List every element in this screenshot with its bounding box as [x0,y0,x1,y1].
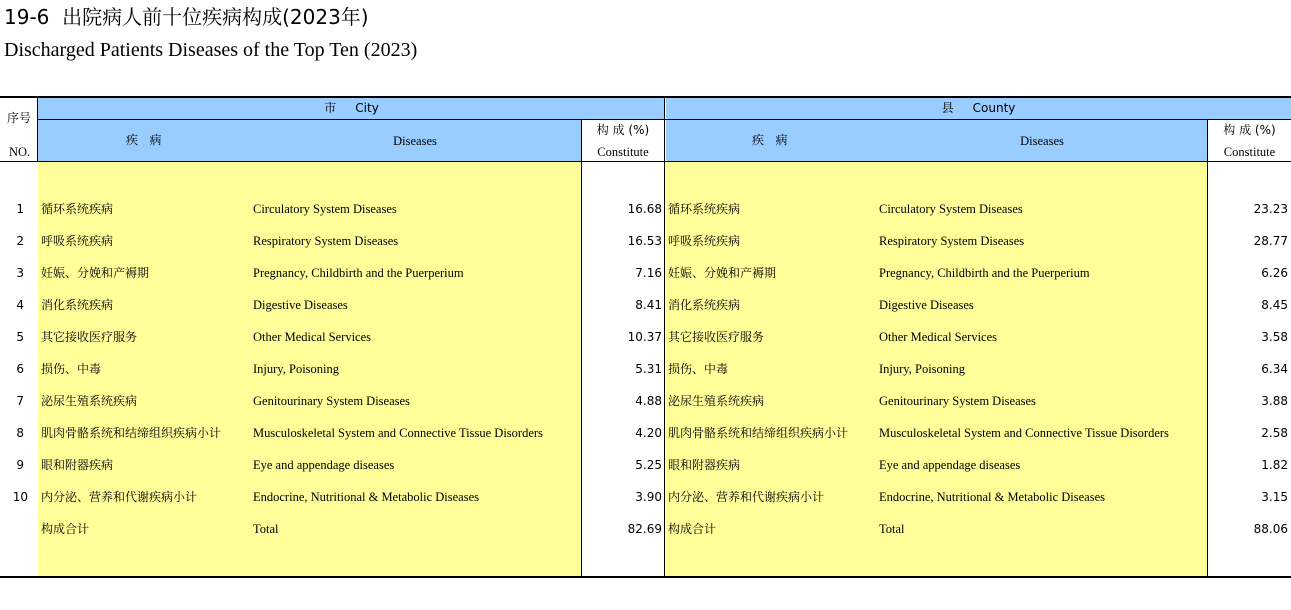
city-disease-cn: 肌肉骨骼系统和结缔组织疾病小计 [41,426,222,440]
county-disease-en-header: Diseases [1020,134,1064,148]
county-disease-cn-header: 疾 病 [752,133,788,147]
city-disease-cn: 内分泌、营养和代谢疾病小计 [41,490,198,504]
city-disease-cn: 其它接收医疗服务 [41,330,138,344]
city-constitute: 4.20 [635,426,662,440]
city-disease-en: Pregnancy, Childbirth and the Puerperium [253,266,464,280]
total-row [0,515,1291,547]
county-header: 县 County [941,101,1016,115]
city-disease-en: Digestive Diseases [253,298,348,312]
city-constitute: 5.25 [635,458,662,472]
city-total-label-cn: 构成合计 [41,522,90,536]
row-no: 3 [16,266,24,280]
city-disease-cn: 妊娠、分娩和产褥期 [41,266,150,280]
county-disease-en: Circulatory System Diseases [879,202,1023,216]
city-constitute: 7.16 [635,266,662,280]
row-no: 6 [16,362,24,376]
city-disease-cn-header: 疾 病 [126,133,162,147]
city-constitute: 10.37 [627,330,662,344]
county-constitute: 6.34 [1261,362,1288,376]
city-disease-cn: 损伤、中毒 [41,362,102,376]
disease-table [0,96,1291,578]
row-no: 9 [16,458,24,472]
city-constitute-cn-header: 构 成 (%) [596,123,650,137]
county-disease-cn: 肌肉骨骼系统和结缔组织疾病小计 [668,426,849,440]
county-disease-en: Endocrine, Nutritional & Metabolic Diseases [879,490,1105,504]
county-disease-cn: 妊娠、分娩和产褥期 [668,266,777,280]
page-title-cn: 19-6 出院病人前十位疾病构成(2023年) [4,5,369,29]
city-disease-cn: 泌尿生殖系统疾病 [41,394,138,408]
county-constitute: 3.88 [1261,394,1288,408]
county-disease-header-bg [666,120,1207,161]
city-disease-en: Injury, Poisoning [253,362,339,376]
county-disease-en: Other Medical Services [879,330,998,344]
county-disease-cn: 呼吸系统疾病 [668,234,741,248]
county-disease-en: Musculoskeletal System and Connective Tissue Disorders [879,426,1169,440]
county-constitute: 1.82 [1261,458,1288,472]
city-disease-header-bg [38,120,581,161]
city-constitute: 3.90 [635,490,662,504]
county-disease-cn: 眼和附器疾病 [668,458,741,472]
table-row [0,483,1291,515]
city-constitute: 16.53 [627,234,662,248]
county-constitute: 28.77 [1253,234,1288,248]
county-constitute-en-header: Constitute [1223,145,1276,159]
county-disease-en: Digestive Diseases [879,298,974,312]
city-constitute: 8.41 [635,298,662,312]
city-disease-en: Eye and appendage diseases [253,458,395,472]
city-total-label-en: Total [253,522,279,536]
table-bottom-rule [0,576,1291,578]
county-constitute: 3.15 [1261,490,1288,504]
table-row [0,387,1291,419]
table-row [0,451,1291,483]
city-constitute: 4.88 [635,394,662,408]
county-disease-cn: 泌尿生殖系统疾病 [668,394,765,408]
table-row [0,259,1291,291]
table-row [0,227,1291,259]
city-constitute: 5.31 [635,362,662,376]
page-title-en: Discharged Patients Diseases of the Top Ten (2023) [4,39,418,61]
row-no: 2 [16,234,24,248]
county-constitute: 2.58 [1261,426,1288,440]
county-disease-cn: 损伤、中毒 [668,362,729,376]
city-disease-en: Musculoskeletal System and Connective Tissue Disorders [253,426,543,440]
row-no: 8 [16,426,24,440]
table-row [0,355,1291,387]
county-disease-cn: 循环系统疾病 [668,202,741,216]
row-no: 5 [16,330,24,344]
city-disease-cn: 眼和附器疾病 [41,458,114,472]
city-disease-en: Endocrine, Nutritional & Metabolic Diseases [253,490,479,504]
county-disease-en: Eye and appendage diseases [879,458,1021,472]
county-constitute: 23.23 [1253,202,1288,216]
county-total-label-cn: 构成合计 [668,522,717,536]
county-disease-en: Respiratory System Diseases [879,234,1025,248]
county-constitute: 6.26 [1261,266,1288,280]
no-header-cn: 序号 [7,111,32,125]
county-disease-cn: 消化系统疾病 [668,298,741,312]
row-no: 1 [16,202,24,216]
city-disease-en: Other Medical Services [253,330,372,344]
city-constitute-en-header: Constitute [597,145,649,159]
city-disease-cn: 消化系统疾病 [41,298,114,312]
city-header: 市 City [324,101,379,115]
table-row [0,195,1291,227]
row-no: 10 [12,490,28,504]
county-disease-en: Injury, Poisoning [879,362,965,376]
city-disease-cn: 循环系统疾病 [41,202,114,216]
table-row [0,291,1291,323]
table-row [0,323,1291,355]
city-total-value: 82.69 [627,522,662,536]
row-no: 4 [16,298,24,312]
city-disease-en: Respiratory System Diseases [253,234,399,248]
city-disease-cn: 呼吸系统疾病 [41,234,114,248]
county-disease-en: Genitourinary System Diseases [879,394,1036,408]
table-row [0,419,1291,451]
county-constitute: 8.45 [1261,298,1288,312]
row-no: 7 [16,394,24,408]
city-disease-en: Circulatory System Diseases [253,202,397,216]
city-constitute: 16.68 [627,202,662,216]
city-disease-en-header: Diseases [393,134,437,148]
county-constitute: 3.58 [1261,330,1288,344]
county-constitute-cn-header: 构 成 (%) [1223,123,1276,137]
no-header-en: NO. [9,145,31,159]
table-top-rule [0,96,1291,98]
city-disease-en: Genitourinary System Diseases [253,394,410,408]
county-disease-cn: 其它接收医疗服务 [668,330,765,344]
county-total-value: 88.06 [1253,522,1288,536]
header-bottom-rule [0,161,1291,162]
county-disease-cn: 内分泌、营养和代谢疾病小计 [668,490,825,504]
county-total-label-en: Total [879,522,905,536]
county-disease-en: Pregnancy, Childbirth and the Puerperium [879,266,1090,280]
